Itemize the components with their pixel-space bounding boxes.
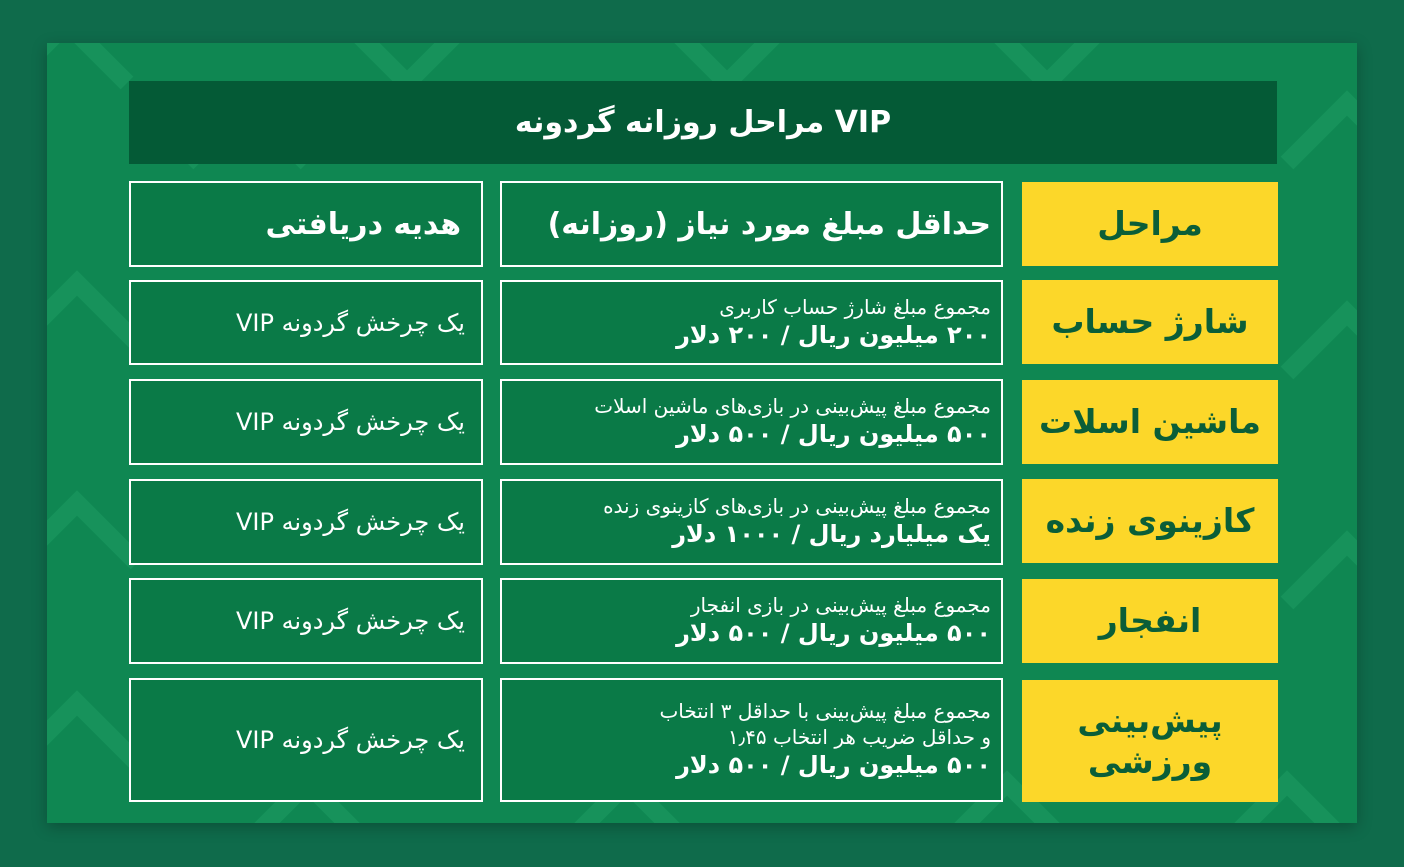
info-panel: [47, 43, 1357, 823]
requirement-line: مجموع مبلغ پیش‌بینی با حداقل ۳ انتخاب: [659, 699, 991, 724]
requirement-amount: ۵۰۰ میلیون ریال / ۵۰۰ دلار: [676, 751, 991, 780]
requirement-cell: [500, 280, 1003, 365]
stage-label: کازینوی زنده: [1045, 501, 1255, 541]
gift-label: یک چرخش گردونه VIP: [235, 308, 465, 337]
stage-label: پیش‌بینی ورزشی: [1077, 700, 1223, 781]
stage-cell: [1022, 380, 1278, 464]
header-gift: [129, 181, 483, 267]
requirement-cell: [500, 578, 1003, 664]
stage-cell: [1022, 680, 1278, 802]
stage-cell: [1022, 579, 1278, 663]
header-stages: [1022, 182, 1278, 266]
header-gift-label: هدیه دریافتی: [265, 206, 461, 242]
gift-cell: [129, 379, 483, 465]
stage-label: انفجار: [1098, 601, 1202, 641]
header-requirement-label: حداقل مبلغ مورد نیاز (روزانه): [547, 206, 991, 242]
requirement-line: مجموع مبلغ پیش‌بینی در بازی انفجار: [690, 593, 991, 618]
gift-cell: [129, 280, 483, 365]
stage-label: ماشین اسلات: [1039, 402, 1261, 442]
page-title: مراحل روزانه گردونه VIP: [129, 81, 1277, 164]
requirement-line: مجموع مبلغ پیش‌بینی در بازی‌های کازینوی زنده: [603, 494, 991, 519]
requirement-line: مجموع مبلغ شارژ حساب کاربری: [719, 294, 991, 319]
requirement-cell: [500, 678, 1003, 802]
requirement-line: مجموع مبلغ پیش‌بینی در بازی‌های ماشین اسلات: [594, 394, 991, 419]
requirement-amount: ۲۰۰ میلیون ریال / ۲۰۰ دلار: [676, 320, 991, 349]
header-requirement: [500, 181, 1003, 267]
gift-label: یک چرخش گردونه VIP: [235, 408, 465, 436]
requirement-amount: ۵۰۰ میلیون ریال / ۵۰۰ دلار: [676, 619, 991, 648]
stage-cell: [1022, 280, 1278, 364]
gift-label: یک چرخش گردونه VIP: [235, 508, 465, 536]
requirement-amount: یک میلیارد ریال / ۱۰۰۰ دلار: [672, 520, 991, 549]
gift-label: یک چرخش گردونه VIP: [235, 607, 465, 635]
requirement-line: و حداقل ضریب هر انتخاب ۱٫۴۵: [727, 725, 991, 750]
gift-label: یک چرخش گردونه VIP: [235, 726, 465, 754]
gift-cell: [129, 678, 483, 802]
gift-cell: [129, 479, 483, 565]
requirement-amount: ۵۰۰ میلیون ریال / ۵۰۰ دلار: [676, 420, 991, 449]
header-stages-label: مراحل: [1097, 204, 1203, 244]
requirement-cell: [500, 379, 1003, 465]
stage-cell: [1022, 479, 1278, 563]
requirement-cell: [500, 479, 1003, 565]
stage-label: شارژ حساب: [1051, 302, 1249, 342]
gift-cell: [129, 578, 483, 664]
